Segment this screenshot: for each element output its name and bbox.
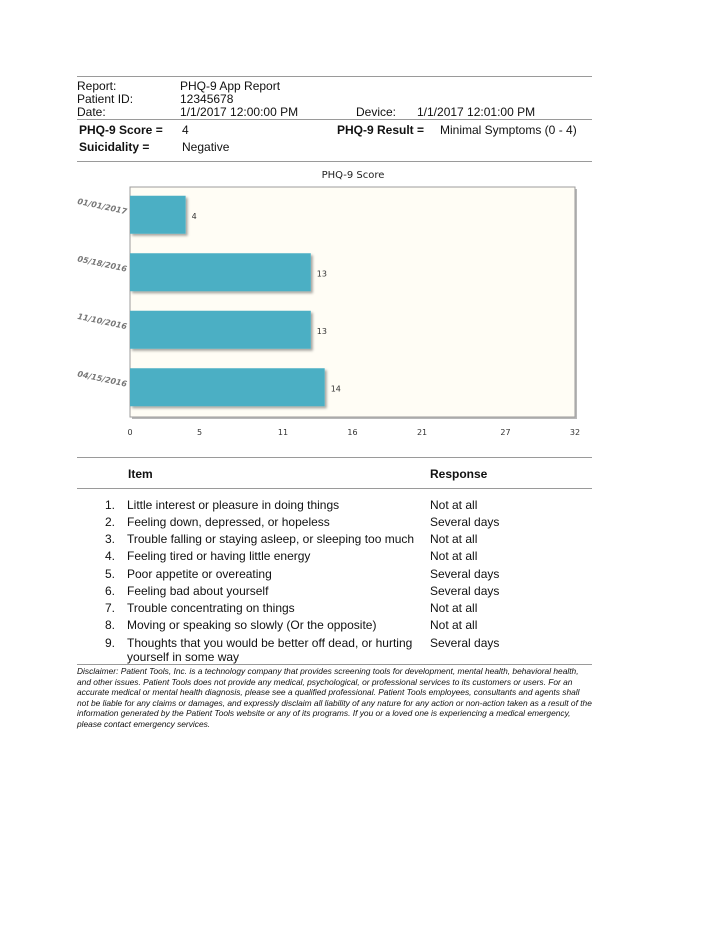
row-number: 1. (104, 498, 115, 512)
response-header: Response (430, 467, 488, 481)
result-label: PHQ-9 Result = (337, 123, 425, 137)
row-item: Feeling bad about yourself (127, 584, 269, 598)
bar (130, 368, 325, 406)
result-value: Minimal Symptoms (0 - 4) (440, 123, 577, 137)
row-number: 7. (104, 601, 115, 615)
date-label: Date: (77, 105, 106, 119)
row-number: 6. (104, 584, 115, 598)
bar-value-label: 14 (330, 384, 341, 394)
chart-title: PHQ-9 Score (321, 170, 385, 181)
category-label: 04/15/2016 (76, 369, 128, 389)
row-number: 3. (104, 532, 115, 546)
category-label: 11/10/2016 (76, 311, 128, 332)
bar-value-label: 13 (316, 269, 327, 279)
report-label: Report: (77, 79, 117, 93)
report-name: PHQ-9 App Report (180, 79, 281, 93)
table-header-rule (77, 488, 592, 489)
row-number: 4. (104, 549, 115, 563)
device-value: 1/1/2017 12:01:00 PM (417, 105, 536, 119)
row-response: Not at all (430, 498, 478, 512)
row-item: Trouble concentrating on things (127, 601, 295, 615)
row-response: Several days (430, 636, 500, 650)
item-header: Item (128, 467, 153, 481)
x-tick-label: 21 (416, 428, 428, 437)
bar-value-label: 13 (316, 326, 327, 336)
row-number: 5. (104, 567, 115, 581)
row-number: 9. (104, 636, 115, 650)
bar (130, 311, 311, 349)
device-label: Device: (356, 105, 397, 119)
row-response: Not at all (430, 601, 478, 615)
disclaimer-text: Disclaimer: Patient Tools, Inc. is a technology company that provides screening tools for development, mental health, behavioral health, and other issues. Patient Tools does not provide any medical, psychological, or professional services to its customers or users. For an accurate medical or mental health diagnosis, please see a qualified professional. Patient Tools employees, consultants and agents shall not be liable for any claims or damages, and expressly disclaim all liability of any nature for any action or non-action taken as a result of the information generated by the Patient Tools website or any of its programs. If you or a loved one is experiencing a medical emergency, please contact emergency services. (77, 666, 592, 729)
row-response: Not at all (430, 618, 478, 632)
row-response: Several days (430, 515, 500, 529)
patient-id-value: 12345678 (180, 92, 234, 106)
row-item: Poor appetite or overeating (127, 567, 272, 581)
patient-id-label: Patient ID: (77, 92, 134, 106)
row-item: Thoughts that you would be better off dead, or hurting yourself in some way (127, 636, 413, 664)
row-response: Not at all (430, 532, 478, 546)
x-tick-label: 16 (347, 428, 358, 437)
suicidality-label: Suicidality = (79, 140, 150, 154)
row-number: 2. (104, 515, 115, 529)
x-tick-label: 0 (127, 428, 133, 437)
row-response: Several days (430, 567, 500, 581)
bar (130, 196, 186, 234)
score-label: PHQ-9 Score = (79, 123, 163, 137)
row-response: Several days (430, 584, 500, 598)
score-value: 4 (182, 123, 189, 137)
category-label: 05/18/2016 (76, 254, 128, 274)
bar-value-label: 4 (191, 211, 197, 221)
row-response: Not at all (430, 549, 478, 563)
row-item: Feeling down, depressed, or hopeless (127, 515, 330, 529)
score-bar-chart (0, 0, 728, 460)
row-item: Moving or speaking so slowly (Or the opposite) (127, 618, 377, 632)
table-top-rule (77, 457, 592, 458)
bar (130, 253, 311, 291)
disclaimer-rule (77, 664, 592, 665)
row-item: Little interest or pleasure in doing things (127, 498, 340, 512)
suicidality-value: Negative (182, 140, 230, 154)
row-item: Feeling tired or having little energy (127, 549, 311, 563)
x-tick-label: 32 (569, 428, 581, 437)
x-tick-label: 5 (196, 428, 203, 437)
row-item: Trouble falling or staying asleep, or sleeping too much (127, 532, 415, 546)
row-number: 8. (104, 618, 115, 632)
x-tick-label: 27 (500, 428, 511, 437)
date-value: 1/1/2017 12:00:00 PM (180, 105, 299, 119)
category-label: 01/01/2017 (76, 196, 128, 217)
x-tick-label: 11 (277, 428, 289, 437)
